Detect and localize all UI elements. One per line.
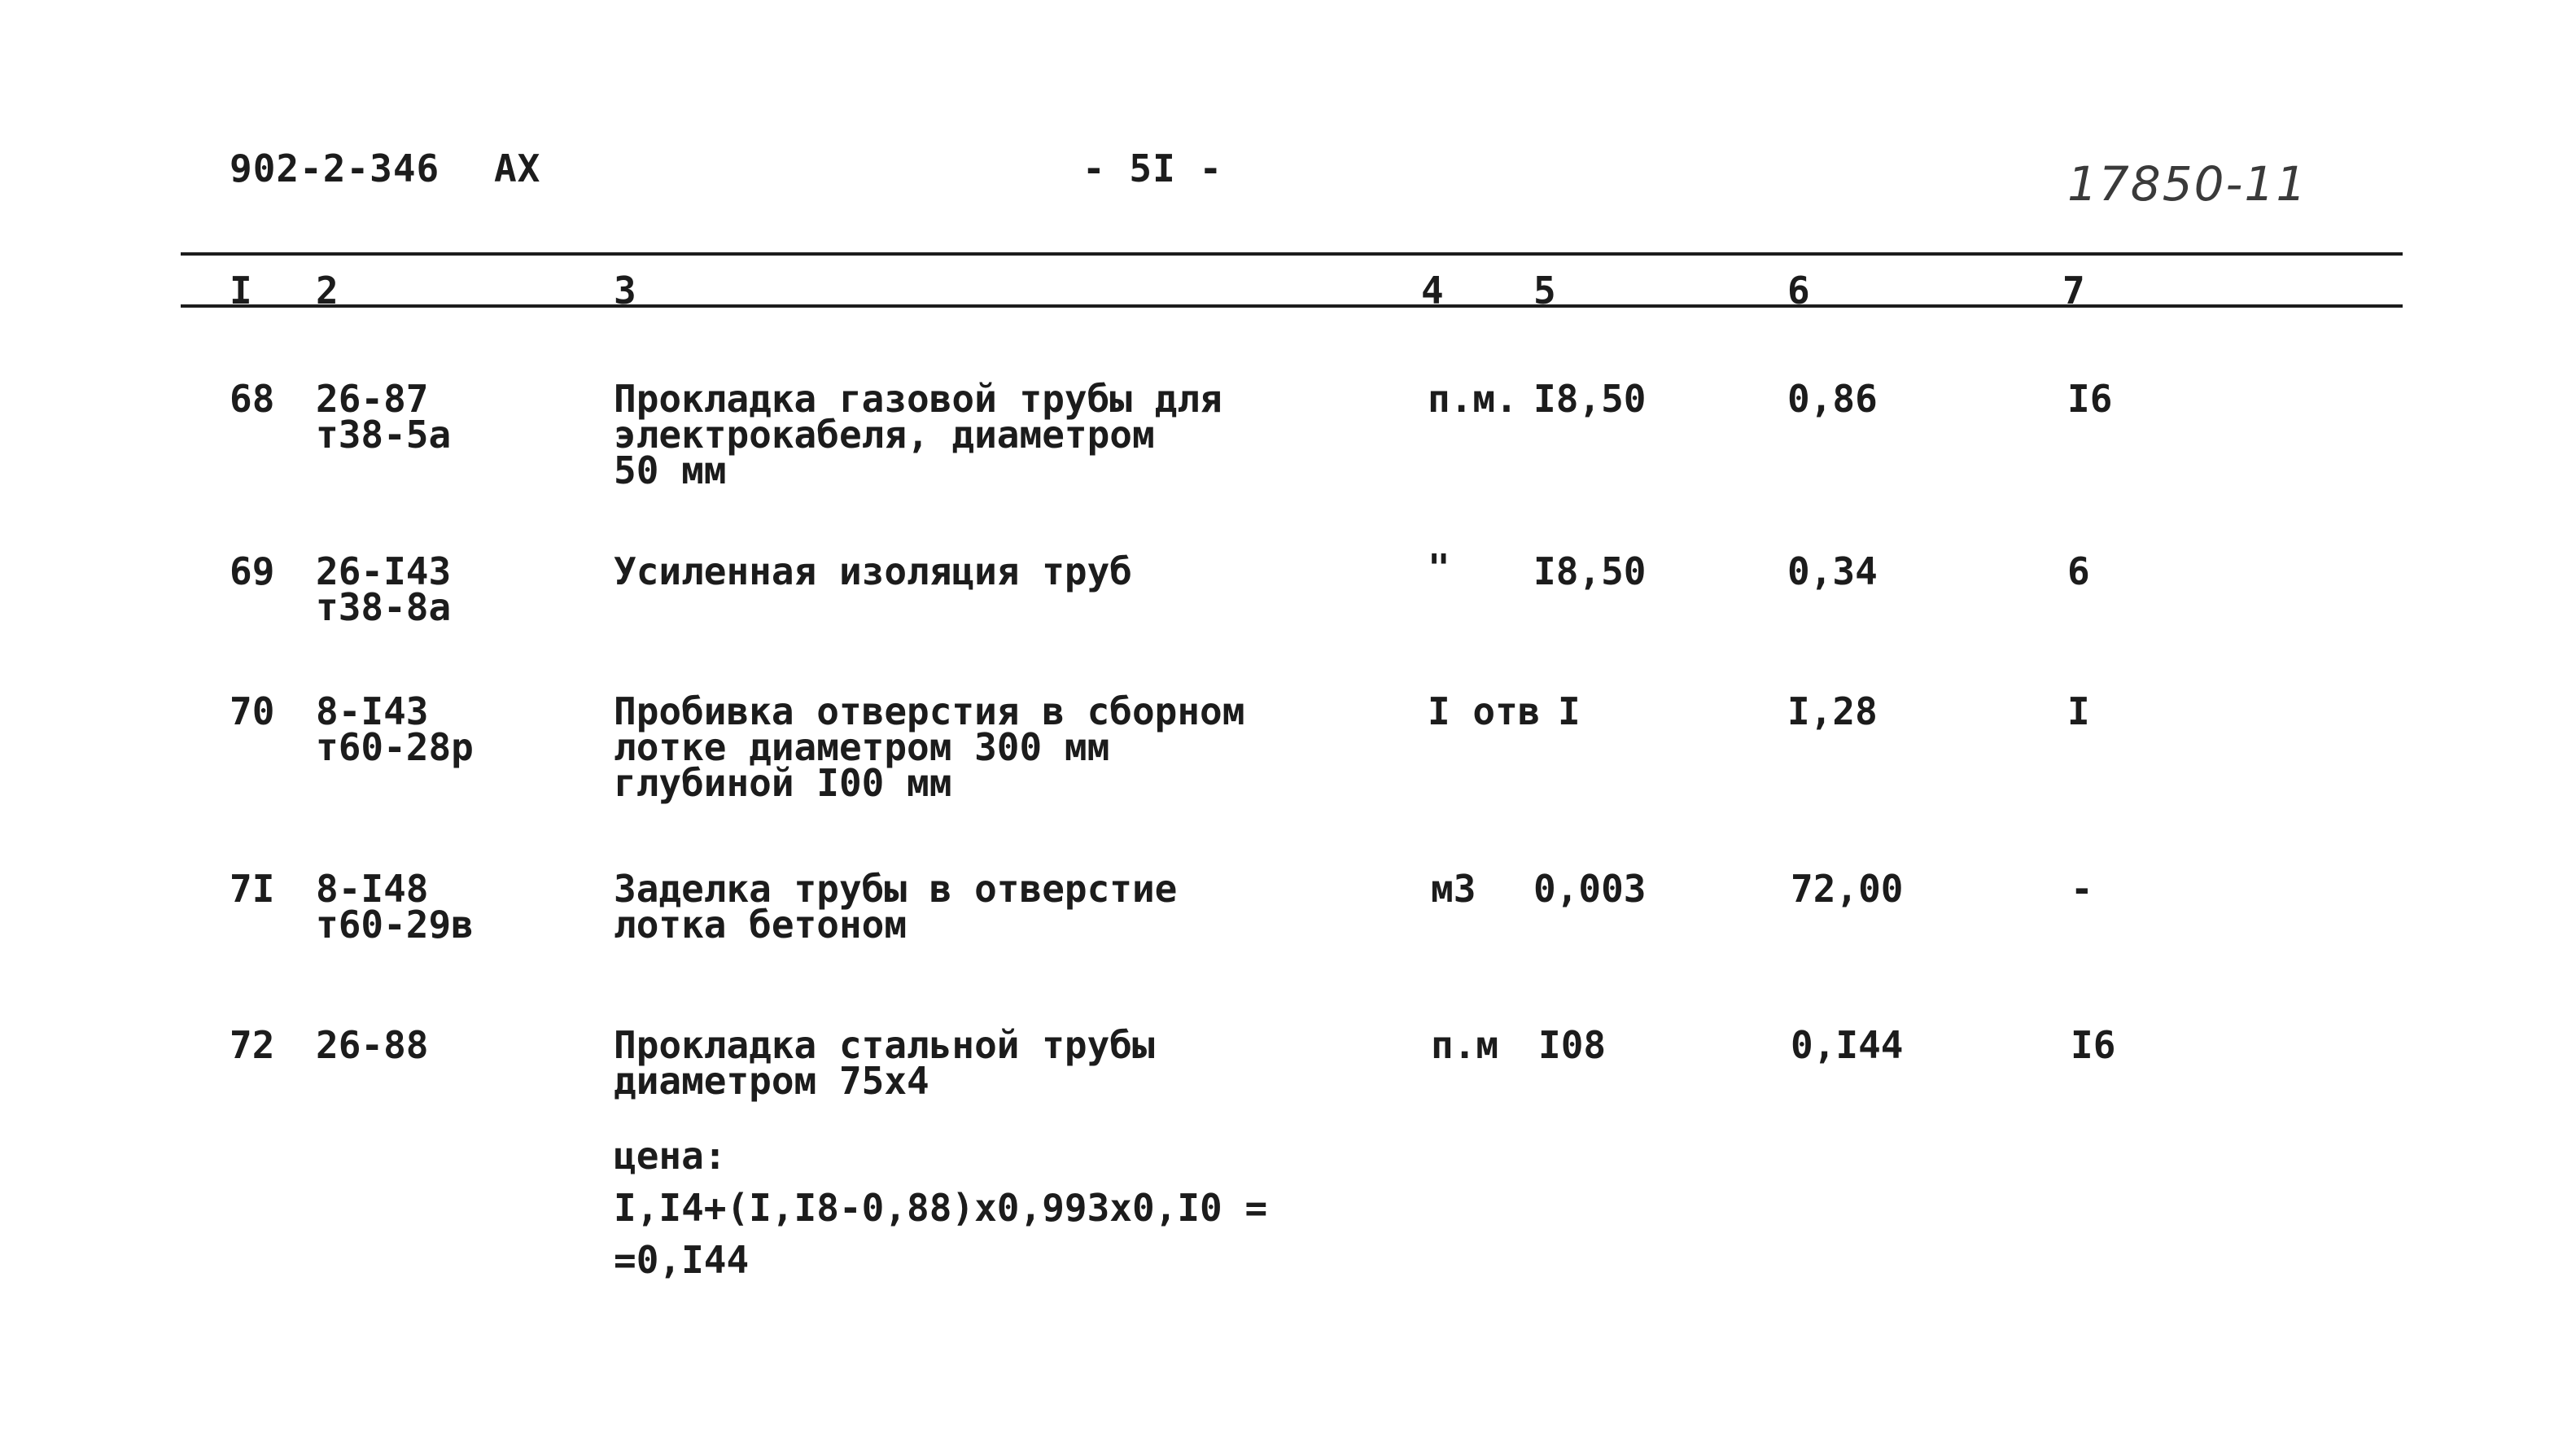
- row-unit: п.м: [1431, 1023, 1499, 1067]
- row-number: 69: [230, 549, 275, 593]
- description-line: Заделка трубы в отверстие: [614, 867, 1178, 911]
- row-quantity: I8,50: [1533, 377, 1647, 421]
- code-line: т38-5а: [316, 413, 452, 457]
- row-unit: м3: [1431, 867, 1476, 911]
- description-line: электрокабеля, диаметром: [614, 413, 1155, 457]
- row-number: 72: [230, 1023, 275, 1067]
- description-line: глубиной I00 мм: [614, 761, 952, 805]
- row-codes: [316, 549, 452, 629]
- price-label: цена:: [614, 1134, 727, 1178]
- row-unit: п.м.: [1428, 377, 1518, 421]
- code-line: 8-I48: [316, 867, 429, 911]
- description-line: диаметром 75х4: [614, 1059, 929, 1103]
- table-top-rule: [181, 252, 2403, 256]
- code-line: т38-8а: [316, 585, 452, 629]
- row-total: 6: [2067, 549, 2090, 593]
- row-description: [614, 549, 1132, 593]
- column-number-7: 7: [2062, 269, 2085, 313]
- doc-code-number: 902-2-346: [230, 147, 440, 190]
- row-description: [614, 689, 1245, 805]
- row-description: [614, 377, 1222, 492]
- row-price: 0,I44: [1791, 1023, 1904, 1067]
- description-line: Прокладка стальной трубы: [614, 1023, 1155, 1067]
- row-codes: [316, 867, 474, 947]
- row-quantity: I: [1558, 689, 1581, 733]
- row-total: -: [2071, 867, 2093, 911]
- price-formula: I,I4+(I,I8-0,88)х0,993х0,I0 =: [614, 1186, 1268, 1230]
- column-number-3: 3: [614, 269, 636, 313]
- row-codes: [316, 1023, 429, 1067]
- row-quantity: I08: [1538, 1023, 1607, 1067]
- row-quantity: I8,50: [1533, 549, 1647, 593]
- row-unit-ditto: ": [1428, 546, 1450, 590]
- doc-code-suffix: AX: [493, 147, 541, 190]
- row-price: 0,86: [1787, 377, 1878, 421]
- code-line: 8-I43: [316, 689, 429, 733]
- row-total: I: [2067, 689, 2090, 733]
- description-line: Пробивка отверстия в сборном: [614, 689, 1245, 733]
- row-description: [614, 867, 1178, 947]
- description-line: лотка бетоном: [614, 903, 908, 947]
- description-line: Прокладка газовой трубы для: [614, 377, 1222, 421]
- row-description: [614, 1023, 1155, 1103]
- row-quantity: 0,003: [1533, 867, 1647, 911]
- column-number-6: 6: [1787, 269, 1810, 313]
- handwritten-inventory-number: 17850-11: [2067, 156, 2308, 212]
- row-price: I,28: [1787, 689, 1878, 733]
- price-result: =0,I44: [614, 1238, 750, 1282]
- description-line: Усиленная изоляция труб: [614, 549, 1132, 593]
- column-number-4: 4: [1421, 269, 1444, 313]
- row-total: I6: [2071, 1023, 2116, 1067]
- row-number: 7I: [230, 867, 275, 911]
- column-number-5: 5: [1533, 269, 1556, 313]
- row-price: 72,00: [1791, 867, 1904, 911]
- row-unit: I отв: [1428, 689, 1541, 733]
- description-line: лотке диаметром 300 мм: [614, 725, 1110, 769]
- code-line: т60-29в: [316, 903, 474, 947]
- page-number: - 5I -: [1082, 147, 1223, 190]
- price-calculation: [614, 1130, 1267, 1286]
- row-number: 68: [230, 377, 275, 421]
- column-number-1: I: [230, 269, 252, 313]
- column-number-2: 2: [316, 269, 339, 313]
- row-total: I6: [2067, 377, 2113, 421]
- row-codes: [316, 377, 452, 457]
- code-line: 26-88: [316, 1023, 429, 1067]
- description-line: 50 мм: [614, 448, 727, 492]
- document-code: [230, 147, 540, 190]
- code-line: 26-87: [316, 377, 429, 421]
- code-line: 26-I43: [316, 549, 452, 593]
- code-line: т60-28р: [316, 725, 474, 769]
- row-price: 0,34: [1787, 549, 1878, 593]
- row-number: 70: [230, 689, 275, 733]
- row-codes: [316, 689, 474, 769]
